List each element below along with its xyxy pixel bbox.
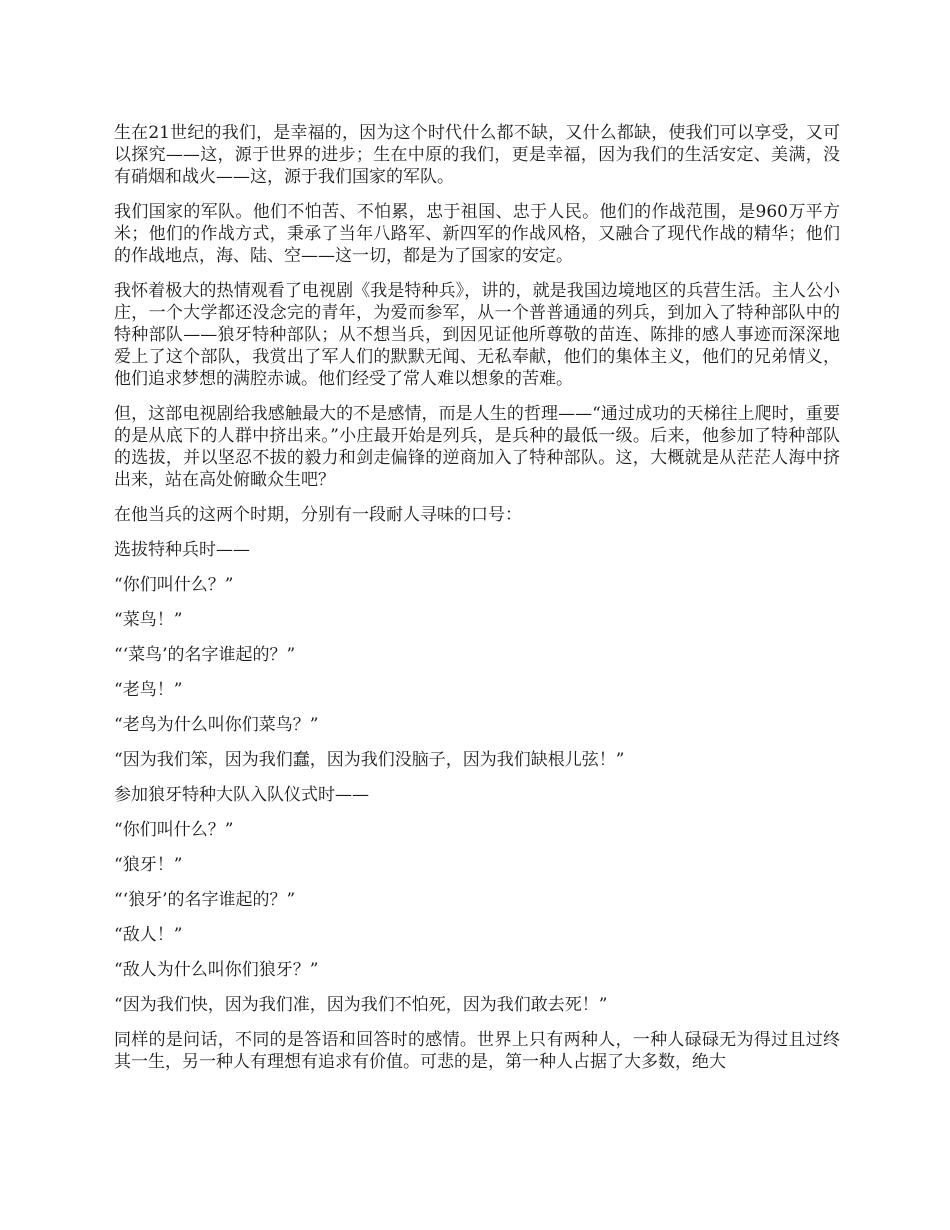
paragraph-philosophy: 但，这部电视剧给我感触最大的不是感情，而是人生的哲理——“通过成功的天梯往上爬时，重要的是从底下的人群中挤出来。”小庄最开始是列兵，是兵种的最低一级。后来，他参加了特种部队的选拔，并以坚忍不拔的毅力和剑走偏锋的逆商加入了特种部队。这，大概就是从茫茫人海中挤出来，站在高处俯瞰众生吧？ <box>114 404 840 490</box>
dialogue-line: “你们叫什么？” <box>114 820 234 840</box>
dialogue-line: “老鸟！” <box>114 680 183 700</box>
dialogue-line: “菜鸟！” <box>114 610 183 630</box>
paragraph-selection-heading: 选拔特种兵时—— <box>114 540 250 560</box>
paragraph-slogan-intro: 在他当兵的这两个时期，分别有一段耐人寻味的口号： <box>114 505 522 525</box>
dialogue-line: “老鸟为什么叫你们菜鸟？” <box>114 715 319 735</box>
dialogue-line: “敌人！” <box>114 925 183 945</box>
dialogue-line: “敌人为什么叫你们狼牙？” <box>114 960 319 980</box>
dialogue-line: “因为我们笨，因为我们蠢，因为我们没脑子，因为我们缺根儿弦！” <box>114 750 625 770</box>
document-body <box>114 122 840 1086</box>
paragraph-conclusion: 同样的是问话，不同的是答语和回答时的感情。世界上只有两种人，一种人碌碌无为得过且过终其一生，另一种人有理想有追求有价值。可悲的是，第一种人占据了大多数，绝大 <box>114 1030 840 1072</box>
paragraph-intro: 生在21世纪的我们，是幸福的，因为这个时代什么都不缺，又什么都缺，使我们可以享受，又可以探究——这，源于世界的进步；生在中原的我们，更是幸福，因为我们的生活安定、美满，没有硝烟和战火——这，源于我们国家的军队。 <box>114 123 840 187</box>
dialogue-line: “‘菜鸟’的名字谁起的？” <box>114 645 296 665</box>
paragraph-tv-series: 我怀着极大的热情观看了电视剧《我是特种兵》，讲的，就是我国边境地区的兵营生活。主人公小庄，一个大学都还没念完的青年，为爱而参军，从一个普普通通的列兵，到加入了特种部队中的特种部队——狼牙特种部队；从不想当兵，到因见证他所尊敬的苗连、陈排的感人事迹而深深地爱上了这个部队，我赏出了军人们的默默无闻、无私奉献，他们的集体主义，他们的兄弟情义，他们追求梦想的满腔赤诚。他们经受了常人难以想象的苦难。 <box>114 281 840 389</box>
paragraph-army: 我们国家的军队。他们不怕苦、不怕累，忠于祖国、忠于人民。他们的作战范围，是960万平方米；他们的作战方式，秉承了当年八路军、新四军的作战风格，又融合了现代作战的精华；他们的作战地点，海、陆、空——这一切，都是为了国家的安定。 <box>114 202 840 266</box>
dialogue-line: “狼牙！” <box>114 855 183 875</box>
dialogue-line: “因为我们快，因为我们准，因为我们不怕死，因为我们敢去死！” <box>114 995 608 1015</box>
dialogue-line: “你们叫什么？” <box>114 575 234 595</box>
paragraph-ceremony-heading: 参加狼牙特种大队入队仪式时—— <box>114 785 369 805</box>
dialogue-line: “‘狼牙’的名字谁起的？” <box>114 890 296 910</box>
